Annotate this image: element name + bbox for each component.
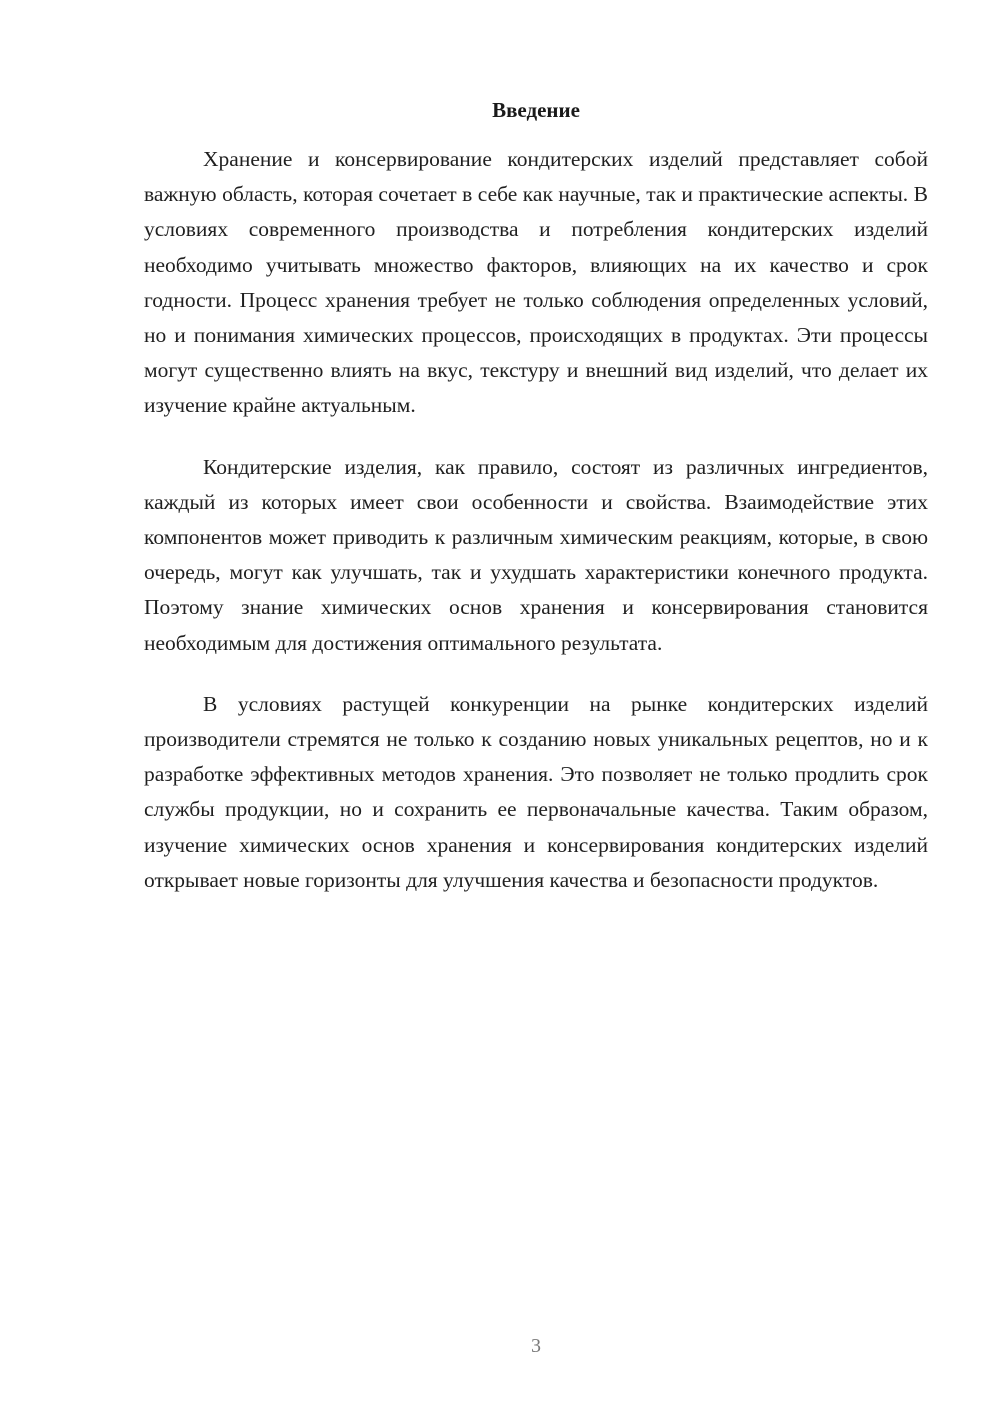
paragraph-3: В условиях растущей конкуренции на рынке кондитерских изделий производители стремятся не только к созданию новых уникальных рецептов, но и к разработке эффективных методов хранения. Это позволяет не только продлить срок службы продукции, но и сохранить ее первоначальные качества. Таким образом, изучение химических основ хранения и консервирования кондитерских изделий открывает новые горизонты для улучшения качества и безопасности продуктов.	[144, 691, 928, 892]
body-text	[144, 142, 928, 898]
paragraph-2: Кондитерские изделия, как правило, состоят из различных ингредиентов, каждый из которых имеет свои особенности и свойства. Взаимодействие этих компонентов может приводить к различным химическим реакциям, которые, в свою очередь, могут как улучшать, так и ухудшать характеристики конечного продукта. Поэтому знание химических основ хранения и консервирования становится необходимым для достижения оптимального результата.	[144, 454, 928, 655]
page-number: 3	[531, 1335, 541, 1357]
section-heading: Введение	[492, 98, 580, 122]
paragraph-1: Хранение и консервирование кондитерских изделий представляет собой важную область, которая сочетает в себе как научные, так и практические аспекты. В условиях современного производства и потребления кондитерских изделий необходимо учитывать множество факторов, влияющих на их качество и срок годности. Процесс хранения требует не только соблюдения определенных условий, но и понимания химических процессов, происходящих в продуктах. Эти процессы могут существенно влиять на вкус, текстуру и внешний вид изделий, что делает их изучение крайне актуальным.	[144, 147, 928, 418]
